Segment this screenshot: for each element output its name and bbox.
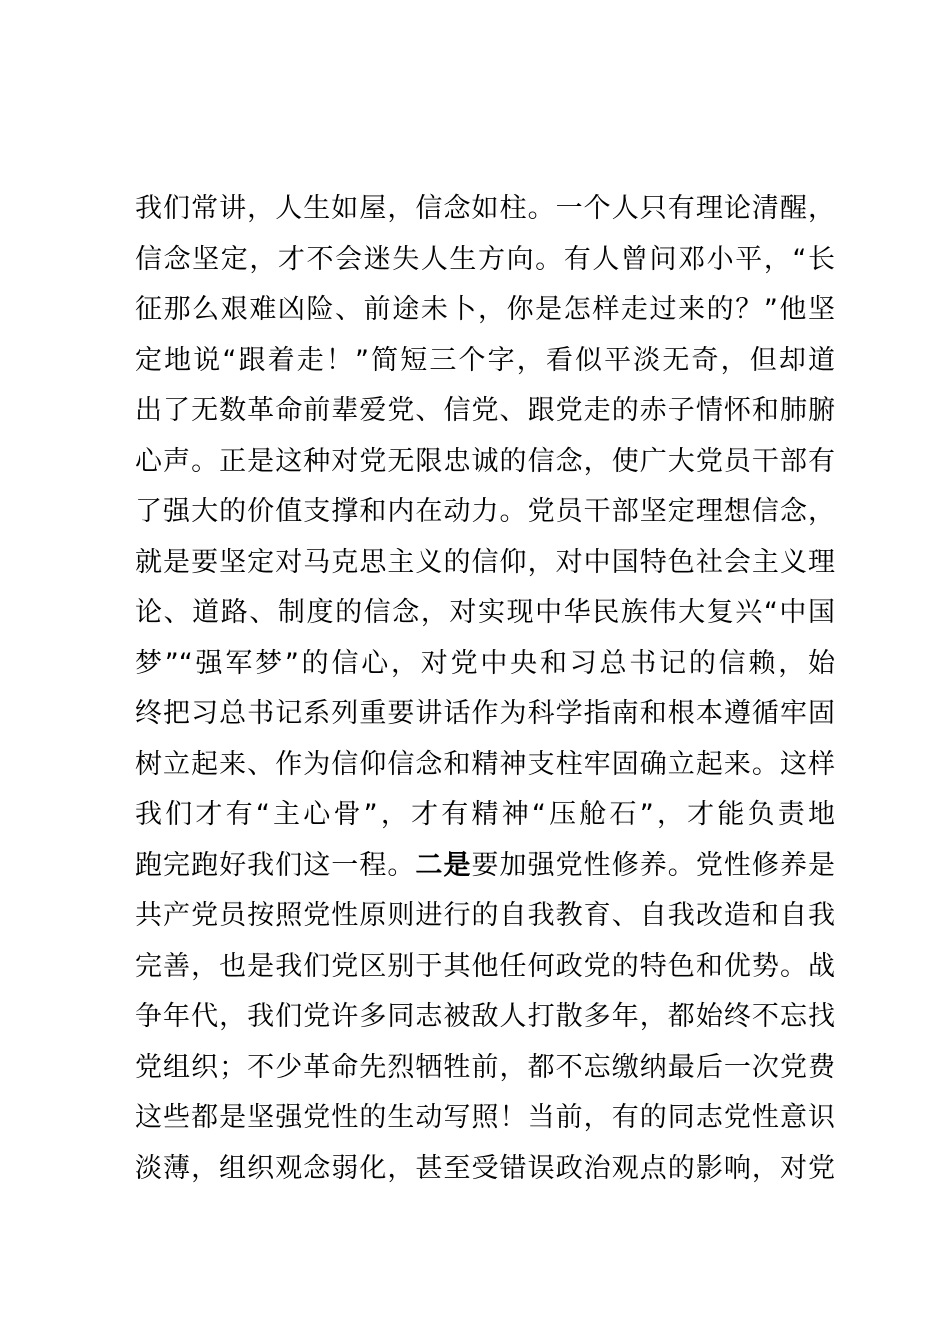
point-marker-bold: 二是 bbox=[415, 849, 472, 881]
text-line: 就是要坚定对马克思主义的信仰，对中国特色社会主义理 bbox=[135, 546, 835, 578]
text-line: 我们常讲，人生如屋，信念如柱。一个人只有理论清醒， bbox=[135, 193, 835, 224]
text-line: 信念坚定，才不会迷失人生方向。有人曾问邓小平，“长 bbox=[135, 243, 835, 275]
text-line: 淡薄，组织观念弱化，甚至受错误政治观点的影响，对党 bbox=[135, 1152, 835, 1184]
text-line: 定地说“跟着走！”简短三个字，看似平淡无奇，但却道 bbox=[135, 344, 835, 376]
text-line: 争年代，我们党许多同志被敌人打散多年，都始终不忘找 bbox=[135, 1001, 835, 1032]
text-line: 我们才有“主心骨”，才有精神“压舱石”，才能负责地 bbox=[135, 799, 835, 830]
text-line-with-heading bbox=[135, 841, 835, 892]
text-line: 树立起来、作为信仰信念和精神支柱牢固确立起来。这样 bbox=[135, 748, 835, 780]
text-line: 完善，也是我们党区别于其他任何政党的特色和优势。战 bbox=[135, 950, 835, 982]
text-segment: 跑完跑好我们这一程。 bbox=[135, 849, 416, 881]
text-line: 党组织；不少革命先烈牺牲前，都不忘缴纳最后一次党费 bbox=[135, 1051, 835, 1083]
text-segment: 要加强党性修养。党性修养是 bbox=[471, 849, 836, 881]
text-line: 征那么艰难凶险、前途未卜，你是怎样走过来的？”他坚 bbox=[135, 294, 835, 325]
text-line: 出了无数革命前辈爱党、信党、跟党走的赤子情怀和肺腑 bbox=[135, 395, 835, 426]
text-line: 这些都是坚强党性的生动写照！当前，有的同志党性意识 bbox=[135, 1102, 835, 1133]
text-line: 心声。正是这种对党无限忠诚的信念，使广大党员干部有 bbox=[135, 445, 835, 477]
text-line: 梦”“强军梦”的信心，对党中央和习总书记的信赖，始 bbox=[135, 647, 835, 679]
text-line: 了强大的价值支撑和内在动力。党员干部坚定理想信念， bbox=[135, 496, 835, 527]
text-line: 共产党员按照党性原则进行的自我教育、自我改造和自我 bbox=[135, 900, 835, 931]
text-line: 终把习总书记系列重要讲话作为科学指南和根本遵循牢固 bbox=[135, 698, 835, 729]
text-line: 论、道路、制度的信念，对实现中华民族伟大复兴“中国 bbox=[135, 597, 835, 628]
body-paragraph bbox=[135, 184, 835, 1194]
